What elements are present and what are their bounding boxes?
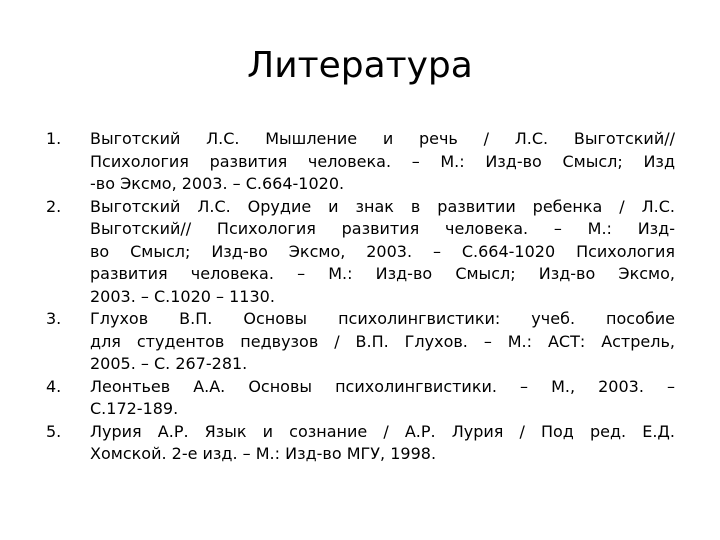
- slide-title: Литература: [247, 45, 473, 86]
- reference-text: [90, 421, 675, 466]
- reference-item-3: [0, 308, 720, 376]
- reference-line: во Смысл; Изд-во Эксмо, 2003. – С.664-1020 Психология: [90, 241, 675, 261]
- reference-item-2: [0, 196, 720, 309]
- reference-text: [90, 196, 675, 309]
- reference-line: Выготский Л.С. Мышление и речь / Л.С. Выготский//: [90, 129, 675, 148]
- reference-line: Леонтьев А.А. Основы психолингвистики. – М., 2003. –: [90, 376, 675, 396]
- reference-line: -во Эксмо, 2003. – С.664-1020.: [90, 174, 345, 193]
- reference-line: развития человека. – М.: Изд-во Смысл; Изд-во Эксмо,: [90, 264, 675, 283]
- reference-item-5: [0, 421, 720, 466]
- reference-line: Выготский// Психология развития человека. – М.: Изд-: [90, 219, 675, 238]
- reference-list: [0, 128, 720, 466]
- reference-item-1: [0, 128, 720, 196]
- reference-line: Психология развития человека. – М.: Изд-во Смысл; Изд: [90, 151, 675, 171]
- reference-line: 2005. – С. 267-281.: [90, 354, 248, 373]
- reference-line: Выготский Л.С. Орудие и знак в развитии ребенка / Л.С.: [90, 196, 675, 216]
- reference-item-4: [0, 376, 720, 421]
- reference-line: Хомской. 2-е изд. – М.: Изд-во МГУ, 1998.: [90, 444, 437, 463]
- reference-number: 3.: [46, 309, 62, 328]
- reference-text: [90, 376, 675, 421]
- reference-text: [90, 308, 675, 376]
- reference-number: 1.: [46, 129, 62, 148]
- reference-number: 2.: [46, 196, 62, 216]
- reference-number: 5.: [46, 421, 62, 441]
- reference-line: 2003. – С.1020 – 1130.: [90, 286, 275, 306]
- reference-number: 4.: [46, 376, 62, 396]
- reference-line: С.172-189.: [90, 399, 179, 418]
- reference-line: Лурия А.Р. Язык и сознание / А.Р. Лурия / Под ред. Е.Д.: [90, 421, 675, 441]
- reference-line: для студентов педвузов / В.П. Глухов. – М.: АСТ: Астрель,: [90, 331, 675, 351]
- reference-line: Глухов В.П. Основы психолингвистики: учеб. пособие: [90, 309, 675, 328]
- reference-text: [90, 128, 675, 196]
